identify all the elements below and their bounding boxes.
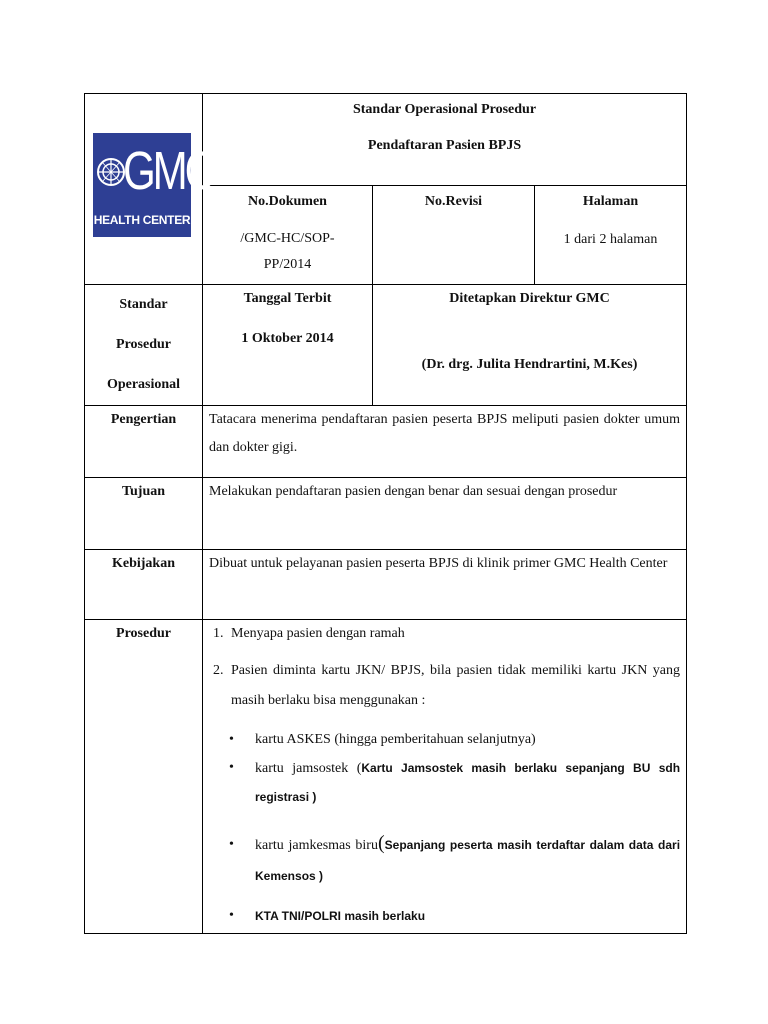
emblem-icon: [96, 140, 126, 204]
doc-subtitle: Pendaftaran Pasien BPJS: [367, 138, 522, 153]
tujuan-label: Tujuan: [85, 478, 203, 550]
revision-cell: [373, 186, 535, 285]
issue-date-label: Tanggal Terbit: [243, 291, 332, 306]
side-title: [85, 285, 202, 405]
side-title-line2: Prosedur: [116, 337, 171, 352]
bullet-icon: •: [229, 760, 234, 775]
list-item: [203, 830, 680, 892]
bullet-paren: (: [377, 832, 385, 854]
step-number: 2.: [213, 663, 224, 678]
prosedur-steps: [203, 620, 680, 716]
bullet-note: Kartu Jamsostek masih berlaku sepanjang BU sdh registrasi ): [255, 761, 681, 804]
step-number: 1.: [213, 626, 224, 641]
side-title-line3: Operasional: [106, 377, 181, 392]
doc-number-cell: [203, 186, 373, 285]
card-options: [203, 726, 680, 931]
issue-date-cell: [203, 285, 373, 406]
step-item: [203, 656, 680, 716]
logo-subtitle: HEALTH CENTER: [93, 213, 191, 227]
prosedur-cell: [203, 620, 687, 934]
bullet-icon: •: [229, 908, 234, 923]
bullet-text: kartu jamkesmas biru: [255, 838, 378, 853]
doc-number-value: /GMC-HC/SOP-PP/2014: [240, 231, 335, 272]
sop-document: [84, 93, 686, 934]
approval-label: Ditetapkan Direktur GMC: [449, 291, 610, 306]
prosedur-label: Prosedur: [85, 620, 203, 934]
bullet-note: Sepanjang peserta masih terdaftar dalam data dari Kemensos ): [255, 838, 681, 883]
page-label: Halaman: [582, 194, 639, 209]
page-value: 1 dari 2 halaman: [563, 232, 658, 247]
revision-label: No.Revisi: [424, 194, 483, 209]
issue-date-value: 1 Oktober 2014: [241, 331, 334, 346]
list-item: [203, 754, 680, 812]
sop-table: [84, 93, 687, 934]
doc-number-label: No.Dokumen: [248, 194, 327, 209]
pengertian-label: Pengertian: [85, 406, 203, 478]
pengertian-text: Tatacara menerima pendaftaran pasien peserta BPJS meliputi pasien dokter umum dan dokter gigi.: [203, 406, 687, 478]
bullet-text: kartu ASKES (hingga pemberitahuan selanjutnya): [255, 732, 536, 747]
bullet-text: KTA TNI/POLRI masih berlaku: [255, 909, 426, 923]
logo-cell: [85, 94, 212, 285]
step-text: Pasien diminta kartu JKN/ BPJS, bila pasien tidak memiliki kartu JKN yang masih berlaku bisa menggunakan :: [231, 663, 681, 708]
list-item: [203, 902, 680, 931]
approver-name: (Dr. drg. Julita Hendrartini, M.Kes): [421, 357, 638, 372]
gmc-logo: [93, 133, 212, 237]
bullet-icon: •: [229, 732, 234, 747]
side-title-cell: [85, 285, 203, 406]
kebijakan-text: Dibuat untuk pelayanan pasien peserta BPJS di klinik primer GMC Health Center: [203, 550, 687, 620]
kebijakan-label: Kebijakan: [85, 550, 203, 620]
bullet-text: kartu jamsostek (: [255, 761, 362, 776]
approval-cell: [373, 285, 687, 406]
tujuan-text: Melakukan pendaftaran pasien dengan benar dan sesuai dengan prosedur: [203, 478, 687, 550]
list-item: [203, 726, 680, 754]
title-cell: [203, 94, 687, 186]
step-text: Menyapa pasien dengan ramah: [231, 626, 405, 641]
doc-title: Standar Operasional Prosedur: [352, 102, 537, 117]
logo-brand: GMC: [123, 141, 212, 201]
page-cell: [535, 186, 687, 285]
side-title-line1: Standar: [119, 297, 168, 312]
bullet-icon: •: [229, 837, 234, 852]
step-item: [203, 620, 680, 648]
